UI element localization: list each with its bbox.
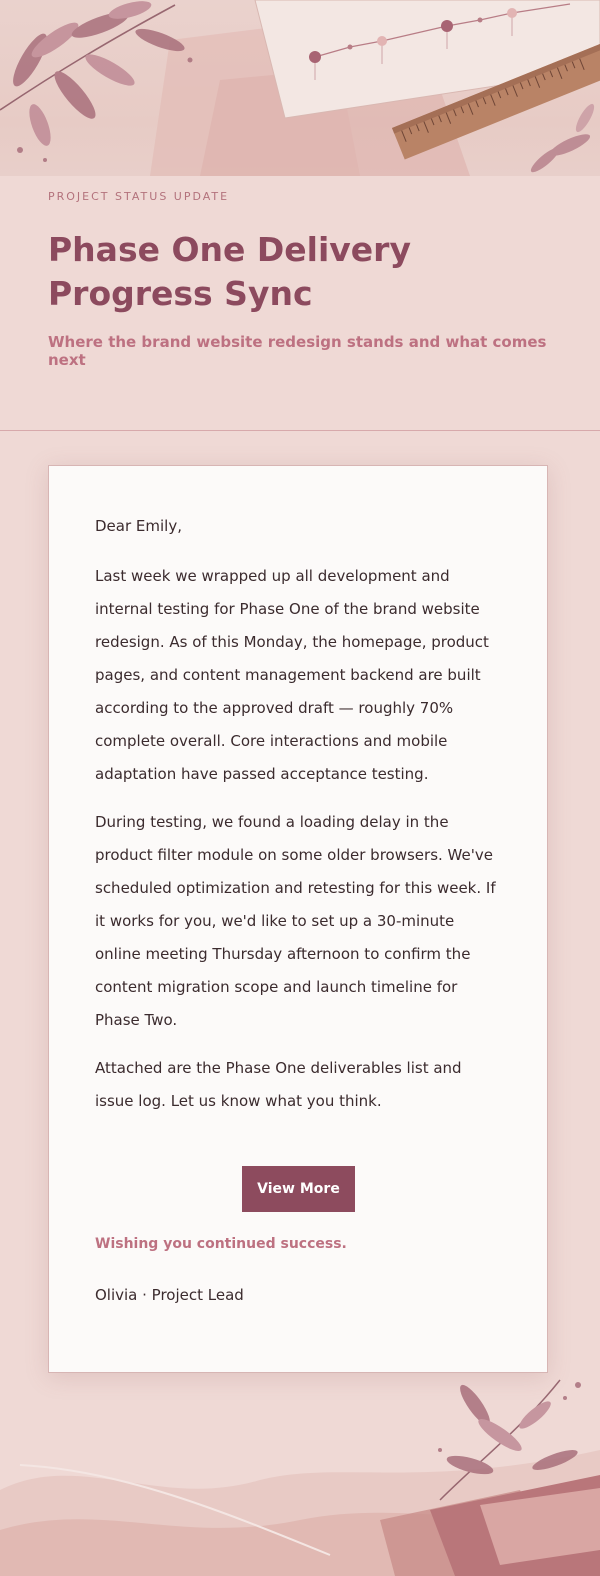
paragraph-progress: Last week we wrapped up all development and internal testing for Phase One of the brand website redesign. As of this Monday, the homepage, product pages, and content management backend are built according to the approved draft — roughly 70% complete overall. Core interactions and mobile adaptation have passed acceptance testing. [95, 567, 489, 783]
view-more-button[interactable]: View More [242, 1166, 355, 1212]
stationery-illustration [0, 0, 600, 176]
signoff: Wishing you continued success. [95, 1236, 347, 1252]
paragraph-attachments: Attached are the Phase One deliverables list and issue log. Let us know what you think. [95, 1059, 462, 1110]
page-subtitle: Where the brand website redesign stands and what comes next [48, 333, 547, 369]
page-title: Phase One Delivery Progress Sync [48, 230, 411, 313]
paragraph-issues: During testing, we found a loading delay in the product filter module on some older browsers. We've scheduled optimization and retesting for this week. If it works for you, we'd like to set up a 30-minute online meeting Thursday afternoon to confirm the content migration scope and launch timeline for Phase Two. [95, 813, 496, 1029]
footer-illustration [0, 1370, 600, 1576]
signature: Olivia · Project Lead [95, 1286, 244, 1304]
watercolor-illustration [0, 1370, 600, 1576]
eyebrow-label: PROJECT STATUS UPDATE [48, 190, 230, 203]
divider [0, 430, 600, 431]
greeting: Dear Emily, [95, 517, 182, 535]
leaf-branch-right [528, 102, 597, 176]
header-illustration [0, 0, 600, 176]
letter-card [48, 465, 548, 1373]
